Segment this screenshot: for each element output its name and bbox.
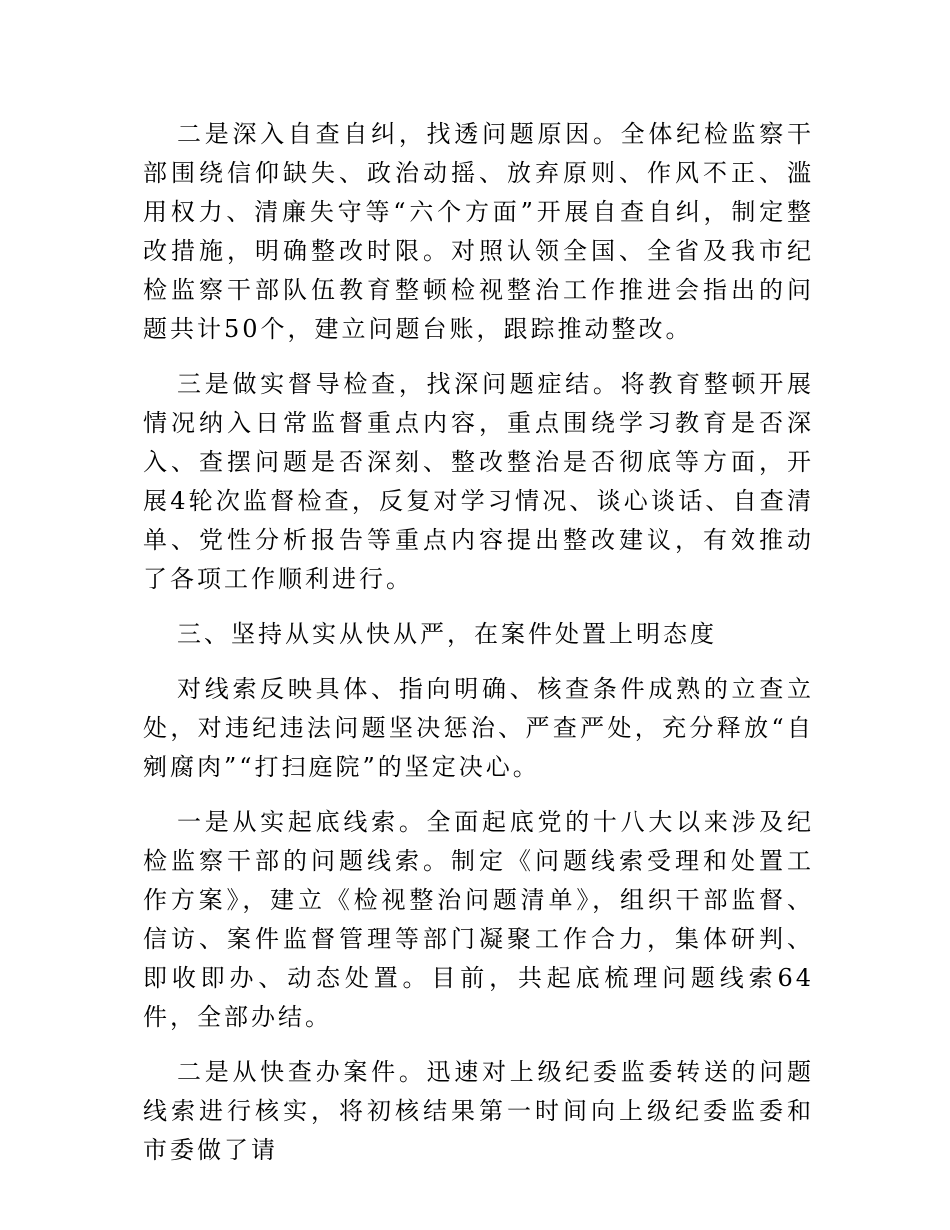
paragraph-supervision-inspection: 三是做实督导检查，找深问题症结。将教育整顿开展情况纳入日常监督重点内容，重点围绕学习教育是否深入、查摆问题是否深刻、整改整治是否彻底等方面，开展4轮次监督检查，反复对学习情况、谈心谈话、自查清单、党性分析报告等重点内容提出整改建议，有效推动了各项工作顺利进行。	[143, 370, 814, 593]
paragraph-case-handling: 二是从快查办案件。迅速对上级纪委监委转送的问题线索进行核实，将初核结果第一时间向上级纪委监委和市委做了请	[143, 1058, 814, 1164]
paragraph-section-intro: 对线索反映具体、指向明确、核查条件成熟的立查立处，对违纪违法问题坚决惩治、严查严处，充分释放“自剜腐肉”“打扫庭院”的坚定决心。	[143, 675, 814, 781]
paragraph-self-inspection: 二是深入自查自纠，找透问题原因。全体纪检监察干部围绕信仰缺失、政治动摇、放弃原则、作风不正、滥用权力、清廉失守等“六个方面”开展自查自纠，制定整改措施，明确整改时限。对照认领全国、全省及我市纪检监察干部队伍教育整顿检视整治工作推进会指出的问题共计50个，建立问题台账，跟踪推动整改。	[143, 120, 814, 343]
paragraph-clue-review: 一是从实起底线索。全面起底党的十八大以来涉及纪检监察干部的问题线索。制定《问题线索受理和处置工作方案》，建立《检视整治问题清单》，组织干部监督、信访、案件监督管理等部门凝聚工作合力，集体研判、即收即办、动态处置。目前，共起底梳理问题线索64件，全部办结。	[143, 808, 814, 1031]
section-heading: 三、坚持从实从快从严，在案件处置上明态度	[177, 620, 717, 648]
